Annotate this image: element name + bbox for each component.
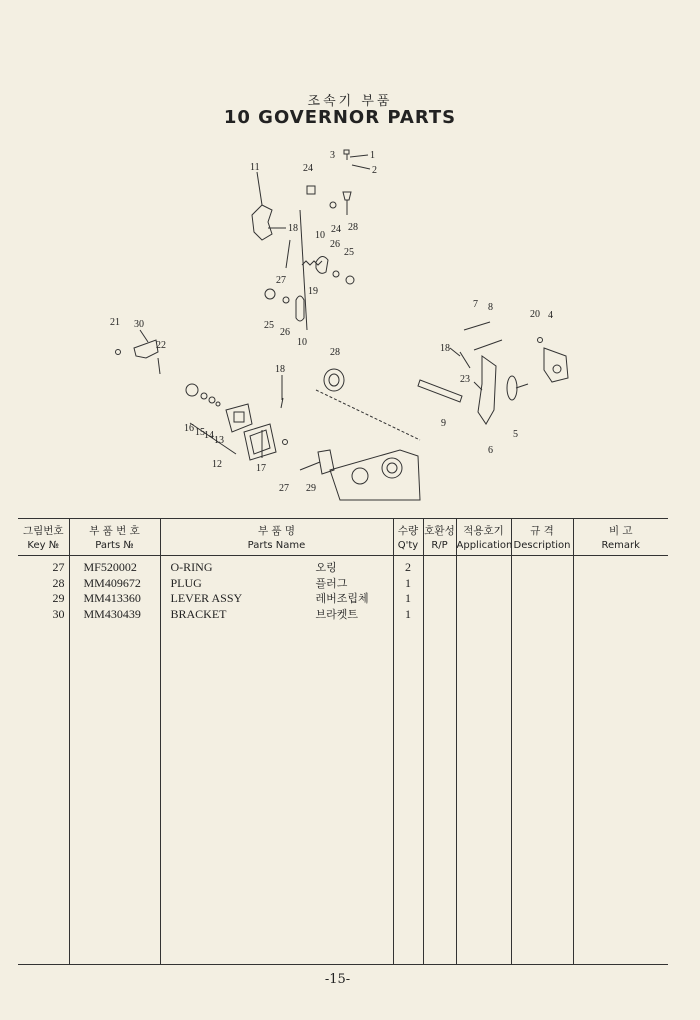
table-row-qty: 1 — [405, 606, 411, 621]
callout-label: 17 — [256, 463, 266, 474]
callout-label: 6 — [488, 445, 493, 456]
callout-label: 5 — [513, 429, 518, 440]
table-row-name-ko: 레버조립체 — [315, 592, 369, 605]
callout-labels — [110, 150, 553, 494]
page-title-korean: 조속기 부품 — [307, 94, 393, 109]
callout-label: 18 — [440, 343, 450, 354]
col-header-remark: 비 고 Remark — [573, 519, 668, 556]
callout-label: 13 — [214, 435, 224, 446]
table-row-qty: 1 — [405, 591, 411, 605]
callout-label: 27 — [276, 275, 286, 286]
table-row-part-no: MM409672 — [83, 575, 141, 590]
callout-label: 9 — [441, 418, 446, 429]
col-header-key: 그림번호 Key № — [18, 519, 69, 556]
callout-label: 26 — [330, 239, 340, 250]
page-number: -15- — [324, 972, 351, 987]
table-row-name-en: O-RING — [170, 560, 213, 574]
col-header-rp: 호환성 R/P — [423, 519, 456, 556]
callout-label: 8 — [488, 302, 493, 313]
callout-label: 18 — [288, 223, 298, 234]
table-row-key: 28 — [52, 575, 65, 590]
callout-label: 25 — [264, 320, 274, 331]
col-header-description: 규 격 Description — [511, 519, 573, 556]
table-row-name-ko: 오링 — [315, 561, 337, 574]
callout-label: 2 — [372, 165, 377, 176]
callout-label: 1 — [370, 150, 375, 161]
table-row-part-no: MF520002 — [83, 560, 137, 574]
callout-label: 28 — [348, 222, 358, 233]
callout-label: 10 — [315, 230, 325, 241]
col-header-application: 적용호기 Application — [456, 519, 511, 556]
col-header-parts-name: 부 품 명 Parts Name — [160, 519, 393, 556]
table-row-name-en: PLUG — [170, 575, 202, 590]
callout-label: 24 — [303, 163, 313, 174]
callout-label: 30 — [134, 319, 144, 330]
callout-label: 28 — [330, 347, 340, 358]
callout-label: 3 — [330, 150, 335, 161]
parts-table — [18, 518, 668, 965]
table-row-key: 30 — [52, 606, 65, 621]
callout-label: 10 — [297, 337, 307, 348]
callout-label: 20 — [530, 309, 540, 320]
callout-label: 4 — [548, 310, 553, 321]
callout-label: 11 — [250, 162, 260, 173]
callout-label: 21 — [110, 317, 120, 328]
callout-label: 24 — [331, 224, 341, 235]
table-header-row — [18, 519, 668, 556]
rp-column — [423, 556, 456, 965]
table-row-part-no: MM413360 — [83, 591, 141, 605]
table-row-name-ko: 플러그 — [315, 576, 348, 590]
callout-label: 22 — [156, 340, 166, 351]
table-row-qty: 1 — [405, 575, 411, 590]
callout-label: 15 — [195, 427, 205, 438]
callout-label: 19 — [308, 286, 318, 297]
application-column — [456, 556, 511, 965]
exploded-parts-diagram — [0, 140, 700, 510]
table-body — [18, 556, 668, 965]
callout-label: 29 — [306, 483, 316, 494]
table-row-key: 27 — [52, 560, 65, 574]
description-column — [511, 556, 573, 965]
callout-label: 16 — [184, 423, 194, 434]
callout-label: 14 — [204, 430, 214, 441]
callout-label: 26 — [280, 327, 290, 338]
callout-label: 23 — [460, 374, 470, 385]
table-row-name-en: LEVER ASSY — [170, 591, 243, 605]
qty-column — [393, 556, 423, 965]
table-row-part-no: MM430439 — [83, 606, 141, 621]
table-row-name-ko: 브라켓트 — [315, 607, 359, 621]
table-row-key: 29 — [52, 591, 65, 605]
callout-label: 7 — [473, 299, 478, 310]
key-column — [18, 556, 69, 965]
col-header-qty: 수량 Q'ty — [393, 519, 423, 556]
callout-label: 12 — [212, 459, 222, 470]
parts-name-column — [160, 556, 393, 965]
callout-label: 27 — [279, 483, 289, 494]
page-title: 10 GOVERNOR PARTS — [223, 107, 457, 128]
remark-column — [573, 556, 668, 965]
parts-no-column — [69, 556, 160, 965]
callout-label: 25 — [344, 247, 354, 258]
callout-label: 18 — [275, 364, 285, 375]
col-header-parts-no: 부 품 번 호 Parts № — [69, 519, 160, 556]
table-row-name-en: BRACKET — [170, 606, 227, 621]
table-row-qty: 2 — [405, 560, 411, 574]
